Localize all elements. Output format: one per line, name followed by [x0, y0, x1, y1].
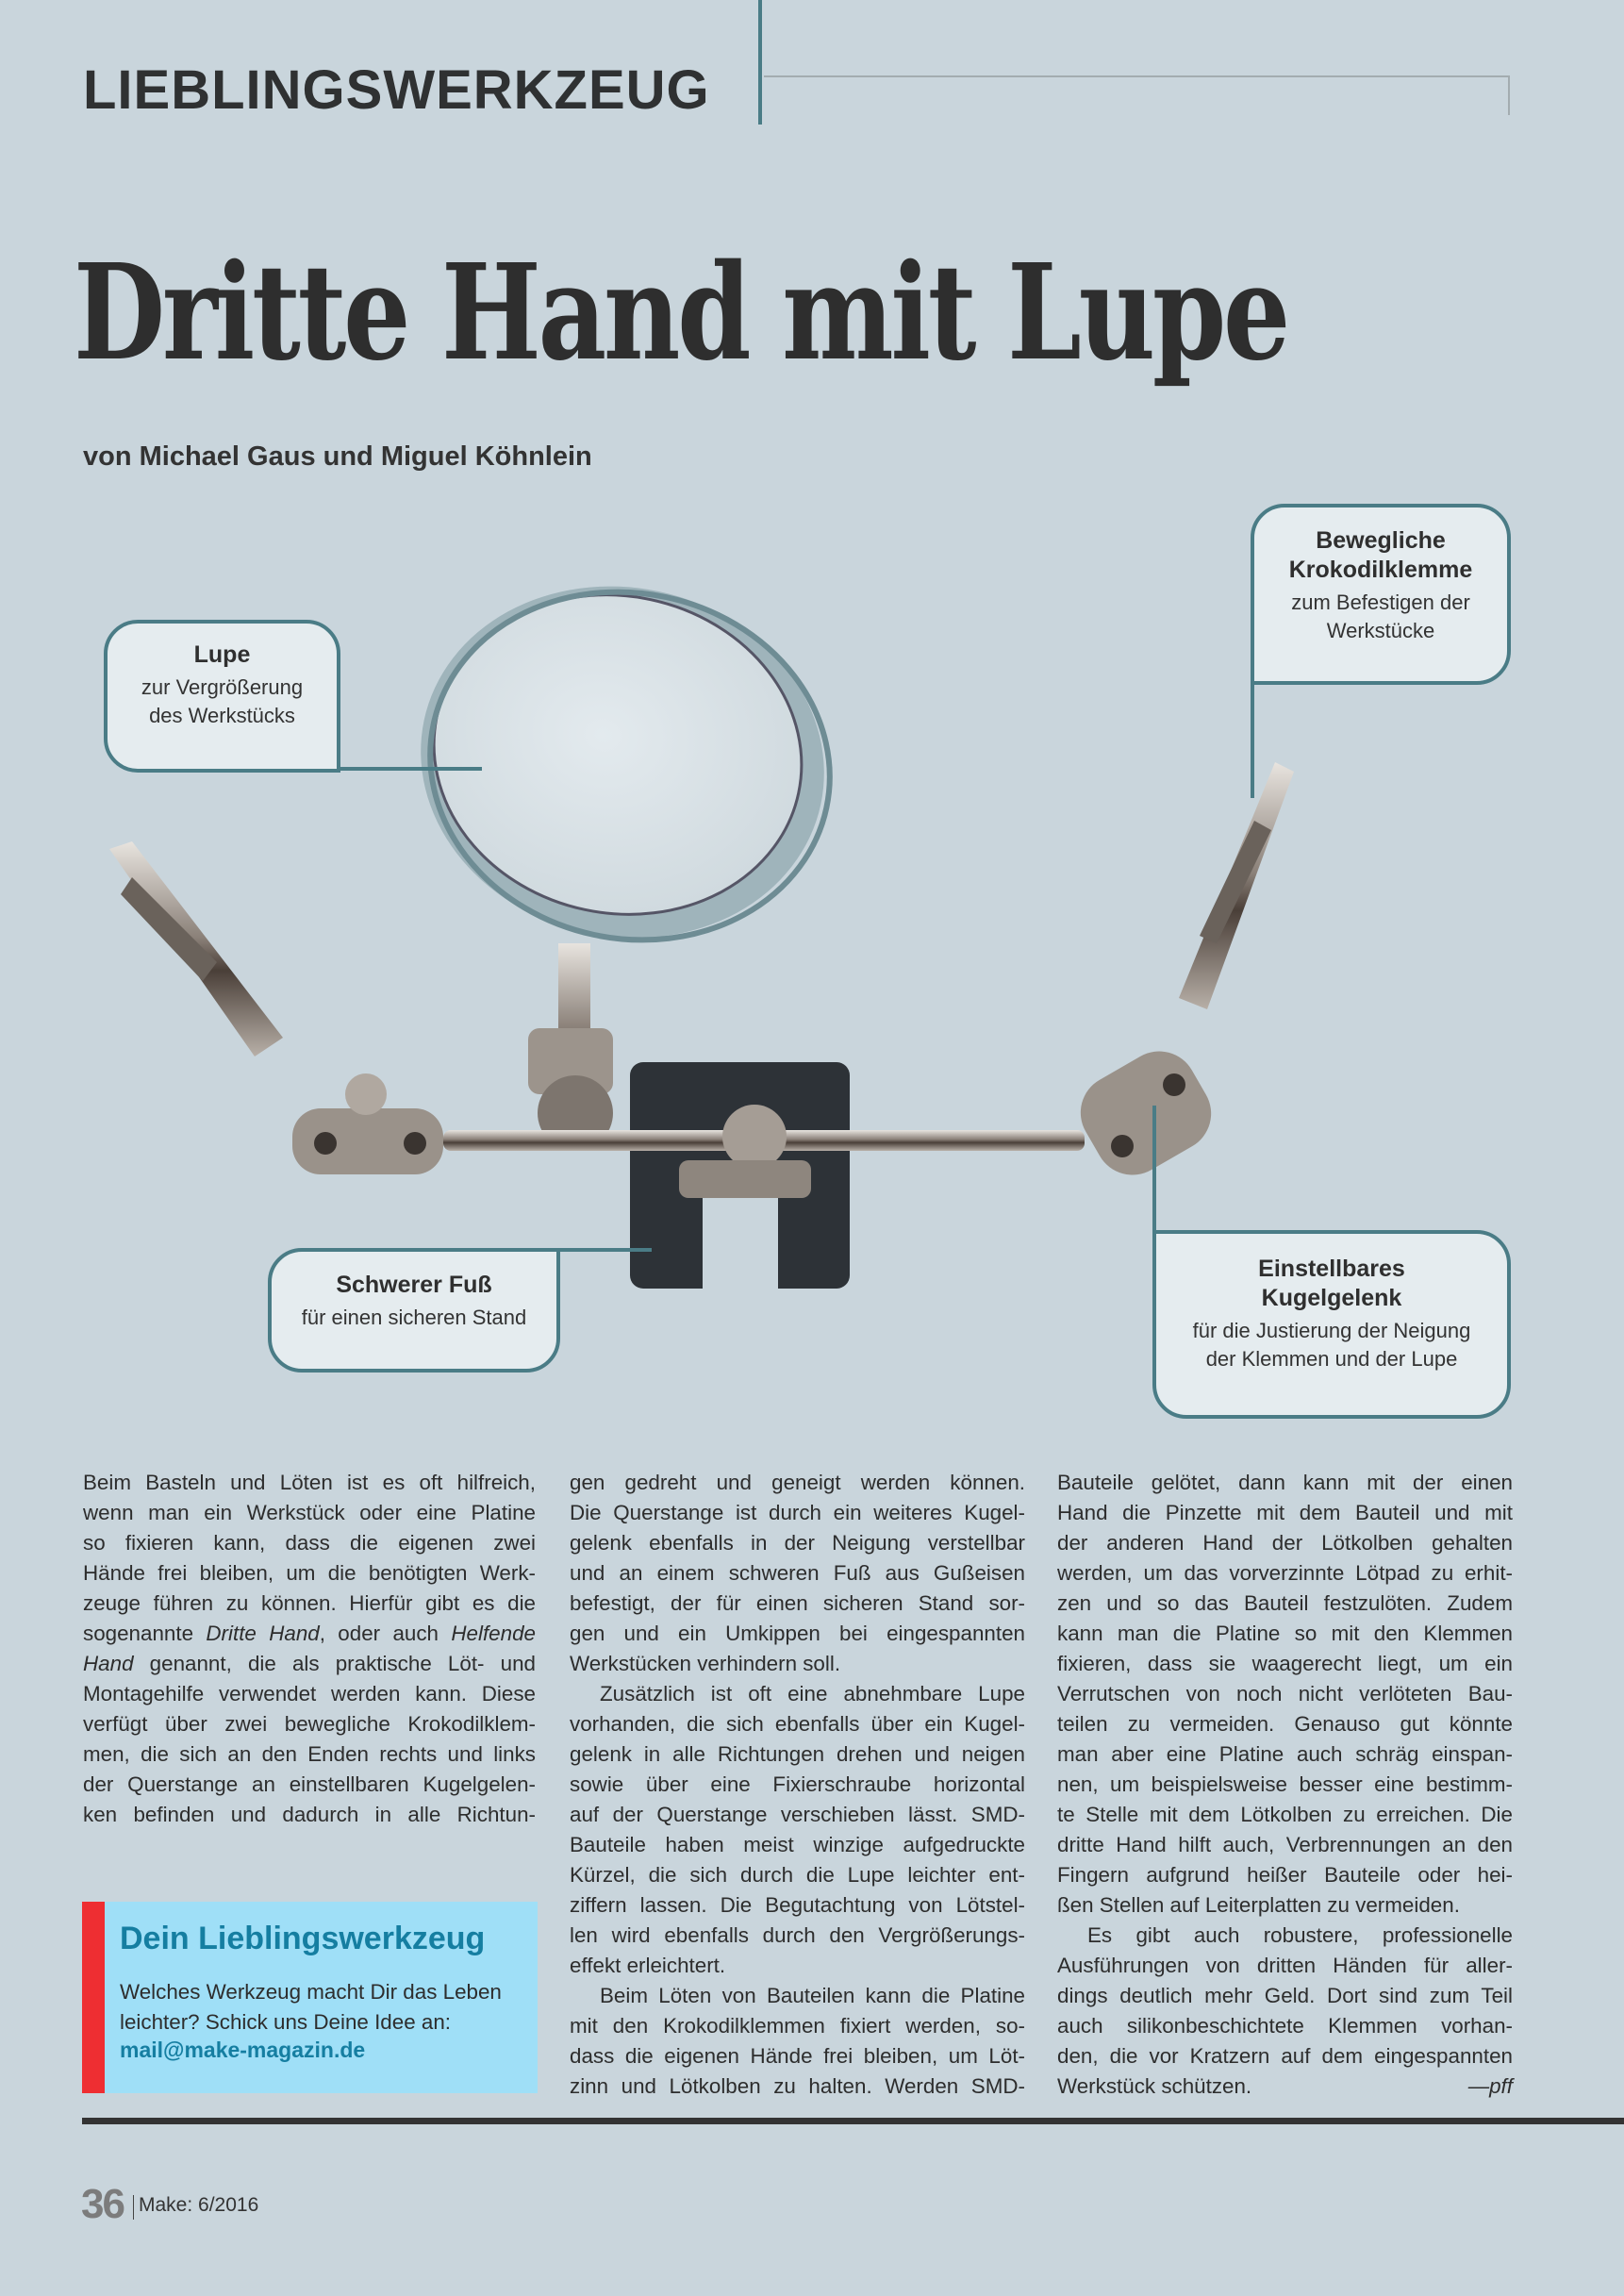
callout-lupe [104, 620, 340, 773]
text-line: befestigt, der für einen sicheren Stand sor- [570, 1591, 1025, 1615]
callout-kugelgelenk [1152, 1230, 1511, 1419]
text-line: Verrutschen von noch nicht verlöteten Bau- [1057, 1682, 1513, 1705]
text-line: Hände frei bleiben, um die benötigten Werk- [83, 1561, 536, 1585]
text-line: auf der Querstange verschieben lässt. SMD- [570, 1803, 1025, 1826]
text-line: Werkstücken verhindern soll. [570, 1652, 841, 1675]
callout-krokodilklemme [1251, 504, 1511, 685]
text-line: der anderen Hand der Lötkolben gehalten [1057, 1531, 1513, 1555]
text-line: mit den Krokodilklemmen fixiert werden, so- [570, 2014, 1025, 2038]
text-line: Fingern aufgrund heißer Bauteile oder hei- [1057, 1863, 1513, 1887]
text-line: fixieren, dass sie waagerecht liegt, um ein [1057, 1652, 1513, 1675]
text-line: Kürzel, die sich durch die Lupe leichter ent- [570, 1863, 1025, 1887]
text-line [83, 1649, 536, 1679]
callout-kugelgelenk-text: für die Justierung der Neigung der Klemmen und der Lupe [1192, 1319, 1471, 1371]
callout-krokodilklemme-title: Bewegliche Krokodilklemme [1288, 527, 1473, 583]
text-line: dings deutlich mehr Geld. Dort sind zum Teil [1057, 1984, 1513, 2007]
text-line: der Querstange an einstellbaren Kugelgelen- [83, 1772, 536, 1796]
reader-call-title: Dein Lieblingswerkzeug [120, 1921, 486, 1956]
text-line: verfügt über zwei bewegliche Krokodilklem- [83, 1712, 536, 1736]
callout-kugelgelenk-title: Einstellbares Kugelgelenk [1258, 1256, 1405, 1311]
text-line: wenn man ein Werkstück oder eine Platine [83, 1501, 536, 1524]
text-line: Montagehilfe verwendet werden kann. Diese [83, 1682, 536, 1705]
text-line: men, die sich an den Enden rechts und links [83, 1742, 536, 1766]
text-line: len wird ebenfalls durch den Vergrößerungs- [570, 1923, 1025, 1947]
text-line: Die Querstange ist durch ein weiteres Kugel- [570, 1501, 1025, 1524]
left-alligator-clip [109, 841, 283, 1056]
text-line: werden, um das vorverzinnte Lötpad zu erhit- [1057, 1561, 1513, 1585]
body-column-3 [1057, 1468, 1513, 2102]
callout-krokodilklemme-text: zum Befestigen der Werkstücke [1291, 591, 1470, 642]
text-line: teilen zu vermeiden. Genauso gut könnte [1057, 1712, 1513, 1736]
right-alligator-clip [1179, 762, 1294, 1009]
text-line: zen und so das Bauteil festzulöten. Zudem [1057, 1591, 1513, 1615]
left-ball-joint [292, 1073, 443, 1174]
text-line: gen gedreht und geneigt werden können. [570, 1471, 1025, 1494]
body-column-2 [570, 1468, 1025, 2102]
callout-schwerer-fuss-line [556, 1248, 652, 1252]
callout-krokodilklemme-line [1251, 681, 1254, 798]
byline: von Michael Gaus und Miguel Köhnlein [83, 441, 592, 472]
text-segment: sogenannte [83, 1622, 207, 1645]
callout-lupe-title: Lupe [193, 641, 251, 668]
header-rule [764, 75, 1509, 77]
text-line: gelenk in alle Richtungen drehen und neigen [570, 1742, 1025, 1766]
reader-call-box [82, 1902, 538, 2093]
text-line: man aber eine Platine auch schräg einspan- [1057, 1742, 1513, 1766]
text-line: auch silikonbeschichtete Klemmen vorhan- [1057, 2014, 1513, 2038]
text-line [83, 1619, 536, 1649]
italic-text: Hand [83, 1652, 134, 1675]
callout-kugelgelenk-line [1152, 1106, 1156, 1232]
text-line: und an einem schweren Fuß aus Gußeisen [570, 1561, 1025, 1585]
text-line: Bauteile haben meist winzige aufgedruckte [570, 1833, 1025, 1856]
text-line: sowie über eine Fixierschraube horizontal [570, 1772, 1025, 1796]
text-line: Zusätzlich ist oft eine abnehmbare Lupe [600, 1682, 1025, 1705]
page-number: 36 [81, 2181, 124, 2227]
text-segment: , oder auch [319, 1622, 452, 1645]
text-line: Hand die Pinzette mit dem Bauteil und mit [1057, 1501, 1513, 1524]
italic-text: Dritte Hand [206, 1622, 320, 1645]
body-column-1 [83, 1468, 536, 1830]
text-line: dritte Hand hilft auch, Verbrennungen an den [1057, 1833, 1513, 1856]
italic-text: Helfende [451, 1622, 536, 1645]
text-line: zinn und Lötkolben zu halten. Werden SMD- [570, 2074, 1025, 2098]
text-line [1057, 2071, 1513, 2102]
magazine-issue: Make: 6/2016 [139, 2194, 259, 2216]
section-kicker: LIEBLINGSWERKZEUG [83, 59, 710, 121]
reader-call-email-link[interactable]: mail@make-magazin.de [120, 2038, 366, 2062]
text-line: Ausführungen von dritten Händen für aller- [1057, 1954, 1513, 1977]
right-ball-joint [1067, 1038, 1225, 1189]
callout-lupe-text: zur Vergrößerung des Werkstücks [141, 675, 304, 727]
callout-schwerer-fuss [268, 1248, 560, 1373]
italic-text: —pff [1467, 2074, 1513, 2098]
header-rule-tick [1508, 75, 1510, 115]
magnifier-lens [388, 549, 862, 976]
callout-schwerer-fuss-title: Schwerer Fuß [336, 1272, 492, 1298]
reader-call-text: Welches Werkzeug macht Dir das Leben leichter? Schick uns Deine Idee an: [120, 1980, 502, 2034]
text-line: ziffern lassen. Die Begutachtung von Lötstel- [570, 1893, 1025, 1917]
footer-separator [133, 2195, 134, 2220]
text-line: kann man die Platine so mit den Klemmen [1057, 1622, 1513, 1645]
text-line: Es gibt auch robustere, professionelle [1087, 1923, 1513, 1947]
text-line: dass die eigenen Hände frei bleiben, um Löt- [570, 2044, 1025, 2068]
text-line: vorhanden, die sich ebenfalls über ein Kugel- [570, 1712, 1025, 1736]
text-line: zeuge führen zu können. Hierfür gibt es die [83, 1591, 536, 1615]
text-line: Beim Basteln und Löten ist es oft hilfreich, [83, 1471, 536, 1494]
text-segment: genannt, die als praktische Löt- und [133, 1652, 536, 1675]
text-line: ken befinden und dadurch in alle Richtun- [83, 1803, 536, 1826]
text-line: te Stelle mit dem Lötkolben zu erreichen. Die [1057, 1803, 1513, 1826]
text-line: den, die vor Kratzern auf dem eingespannten [1057, 2044, 1513, 2068]
text-line: nen, um beispielsweise besser eine bestimm- [1057, 1772, 1513, 1796]
magnifier-post [528, 943, 613, 1151]
text-segment: Werkstück schützen. [1057, 2074, 1252, 2098]
article-title: Dritte Hand mit Lupe [74, 236, 1288, 391]
text-line: effekt erleichtert. [570, 1954, 726, 1977]
text-line: gen und ein Umkippen bei eingespannten [570, 1622, 1025, 1645]
footer-rule [82, 2118, 1624, 2124]
callout-schwerer-fuss-text: für einen sicheren Stand [301, 1306, 527, 1329]
text-line: ßen Stellen auf Leiterplatten zu vermeiden. [1057, 1893, 1460, 1917]
reader-call-accent-bar [82, 1902, 105, 2093]
text-line: Beim Löten von Bauteilen kann die Platine [600, 1984, 1025, 2007]
kicker-divider [758, 0, 762, 125]
text-line: so fixieren kann, dass die eigenen zwei [83, 1531, 536, 1555]
callout-lupe-line [337, 767, 482, 771]
text-line: Bauteile gelötet, dann kann mit der einen [1057, 1471, 1513, 1494]
text-line: gelenk ebenfalls in der Neigung verstellbar [570, 1531, 1025, 1555]
